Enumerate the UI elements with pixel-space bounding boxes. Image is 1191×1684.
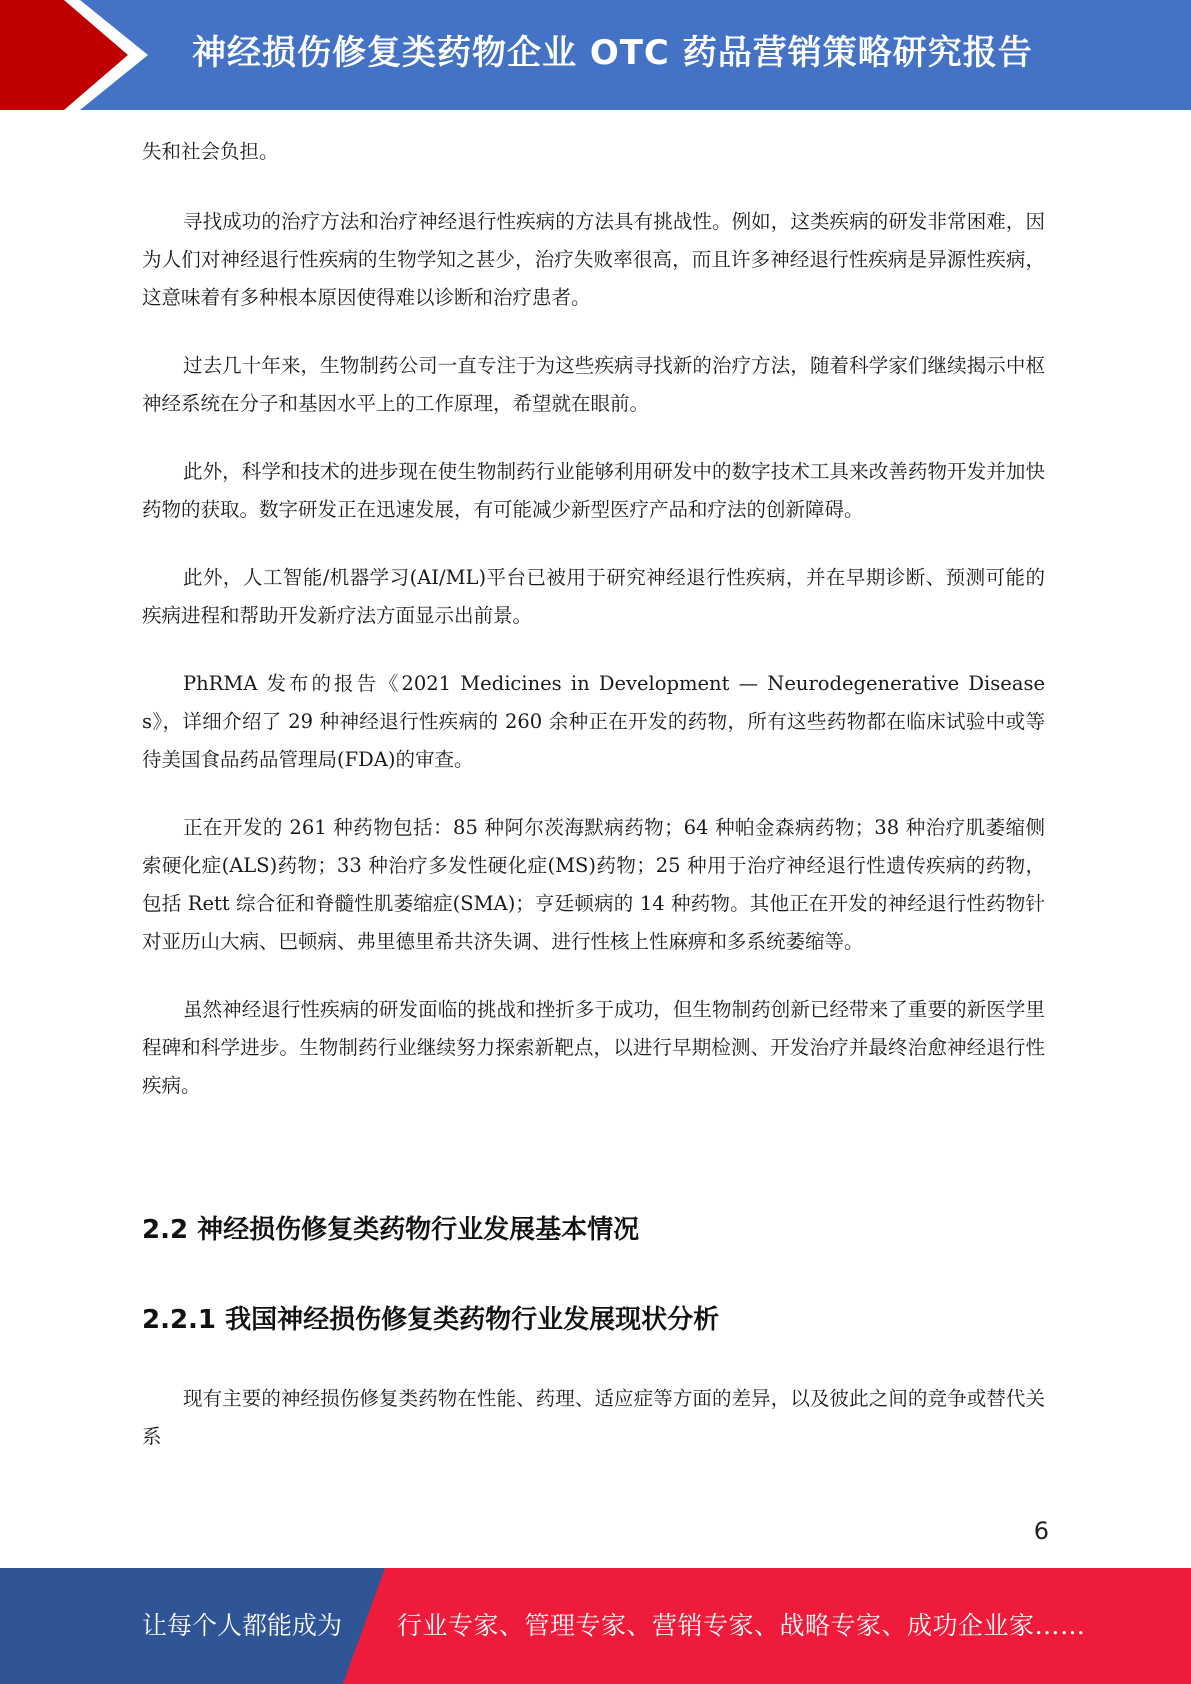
subsection-heading: 2.2.1 我国神经损伤修复类药物行业发展现状分析 [142, 1305, 720, 1335]
footer-slogan-left: 让每个人都能成为 [142, 1611, 343, 1640]
page-number: 6 [1033, 1517, 1049, 1545]
page-header [0, 0, 1191, 110]
paragraph: 虽然神经退行性疾病的研发面临的挑战和挫折多于成功，但生物制药创新已经带来了重要的新医学里程碑和科学进步。生物制药行业继续努力探索新靶点，以进行早期检测、开发治疗并最终治愈神经退行性疾病。 [142, 998, 1045, 1097]
page-footer [0, 1568, 1191, 1684]
paragraph: 过去几十年来，生物制药公司一直专注于为这些疾病寻找新的治疗方法，随着科学家们继续揭示中枢神经系统在分子和基因水平上的工作原理，希望就在眼前。 [142, 354, 1045, 415]
paragraph: 失和社会负担。 [142, 140, 279, 163]
paragraph: 此外，人工智能/机器学习(AI/ML)平台已被用于研究神经退行性疾病，并在早期诊断、预测可能的疾病进程和帮助开发新疗法方面显示出前景。 [142, 566, 1045, 627]
body-content [142, 133, 1045, 1135]
report-title: 神经损伤修复类药物企业 OTC 药品营销策略研究报告 [192, 33, 1033, 73]
paragraph: 正在开发的 261 种药物包括：85 种阿尔茨海默病药物；64 种帕金森病药物；38 种治疗肌萎缩侧索硬化症(ALS)药物；33 种治疗多发性硬化症(MS)药物；25 种用于治疗神经退行性遗传疾病的药物，包括 Rett 综合征和脊髓性肌萎缩症(SMA)；亨廷顿病的 14 种药物。其他正在开发的神经退行性药物针对亚历山大病、巴顿病、弗里德里希共济失调、进行性核上性麻痹和多系统萎缩等。 [142, 816, 1045, 953]
paragraph: 现有主要的神经损伤修复类药物在性能、药理、适应症等方面的差异，以及彼此之间的竞争或替代关系 [142, 1387, 1045, 1448]
paragraph: 此外，科学和技术的进步现在使生物制药行业能够利用研发中的数字技术工具来改善药物开发并加快药物的获取。数字研发正在迅速发展，有可能减少新型医疗产品和疗法的创新障碍。 [142, 460, 1045, 521]
footer-slogan-right: 行业专家、管理专家、营销专家、战略专家、成功企业家…… [397, 1611, 1086, 1640]
section-heading: 2.2 神经损伤修复类药物行业发展基本情况 [142, 1215, 640, 1245]
paragraph: 寻找成功的治疗方法和治疗神经退行性疾病的方法具有挑战性。例如，这类疾病的研发非常困难，因为人们对神经退行性疾病的生物学知之甚少，治疗失败率很高，而且许多神经退行性疾病是异源性疾病，这意味着有多种根本原因使得难以诊断和治疗患者。 [142, 210, 1045, 309]
paragraph: PhRMA 发布的报告《2021 Medicines in Development — Neurodegenerative Diseases》，详细介绍了 29 种神经退行性疾病的 260 余种正在开发的药物，所有这些药物都在临床试验中或等待美国食品药品管理局(FDA)的审查。 [142, 672, 1045, 771]
